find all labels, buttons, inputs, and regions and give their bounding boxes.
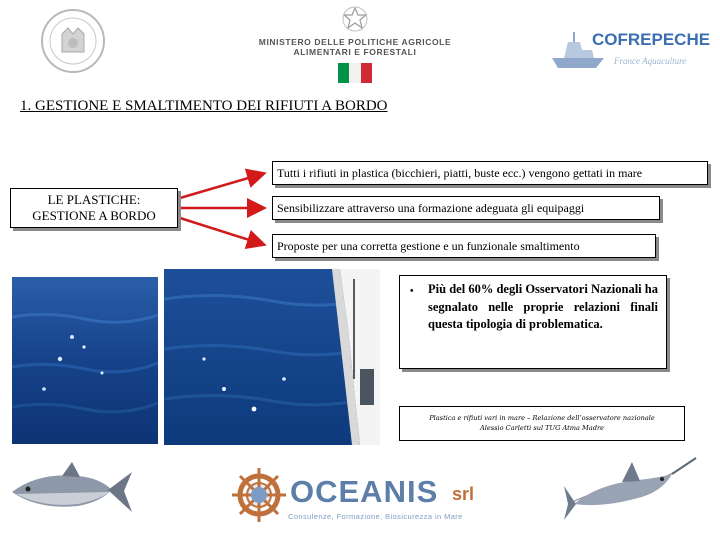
- italian-flag-icon: [338, 63, 372, 83]
- oceanis-logo: [230, 462, 490, 532]
- bullet-icon: •: [410, 286, 414, 297]
- oceanis-name: OCEANIS: [290, 474, 439, 509]
- topic-line-1: LE PLASTICHE:: [47, 192, 141, 207]
- photo-caption: [399, 406, 685, 441]
- caption-line-1: Plastica e rifiuti vari in mare – Relazione dell’osservatore nazionale: [429, 414, 655, 422]
- topic-line-2: GESTIONE A BORDO: [32, 208, 156, 223]
- ministry-name-line1: MINISTERO DELLE POLITICHE AGRICOLE: [258, 37, 452, 47]
- swordfish-icon: [562, 452, 698, 524]
- university-seal-icon: [34, 8, 112, 74]
- point-box-1: Tutti i rifiuti in plastica (bicchieri, piatti, buste ecc.) vengono gettati in mare: [272, 161, 708, 185]
- observer-note-text: Più del 60% degli Osservatori Nazionali ha segnalato nelle proprie relazioni finali questa tipologia di problematica.: [428, 282, 658, 331]
- ministry-header: [230, 6, 480, 86]
- ship-wheel-icon: [230, 466, 288, 524]
- cofrepeche-name: COFREPECHE: [592, 30, 711, 49]
- oceanis-tagline: Consulenze, Formazione, Biosicurezza in Mare: [288, 512, 463, 521]
- cofrepeche-logo: [548, 28, 711, 74]
- point-box-3: Proposte per una corretta gestione e un funzionale smaltimento: [272, 234, 656, 258]
- slide-title: 1. GESTIONE E SMALTIMENTO DEI RIFIUTI A BORDO: [20, 98, 388, 114]
- plastics-topic-box: [10, 188, 178, 228]
- oceanis-suffix: srl: [452, 484, 475, 504]
- point-box-2: Sensibilizzare attraverso una formazione adeguata gli equipaggi: [272, 196, 660, 220]
- ministry-name-line2: ALIMENTARI E FORESTALI: [293, 47, 417, 57]
- cofrepeche-tagline: France Aquaculture: [614, 56, 687, 66]
- tuna-fish-icon: [8, 458, 134, 524]
- observer-note-box: [399, 275, 667, 369]
- sea-plastic-photo-2: [164, 269, 380, 445]
- sea-plastic-photo-1: [12, 277, 158, 444]
- arrow-to-point-1: [180, 174, 262, 198]
- arrow-to-point-3: [180, 218, 262, 244]
- italian-republic-emblem-icon: [342, 6, 368, 32]
- caption-line-2: Alessio Carletti sul TUG Atma Madre: [479, 424, 605, 432]
